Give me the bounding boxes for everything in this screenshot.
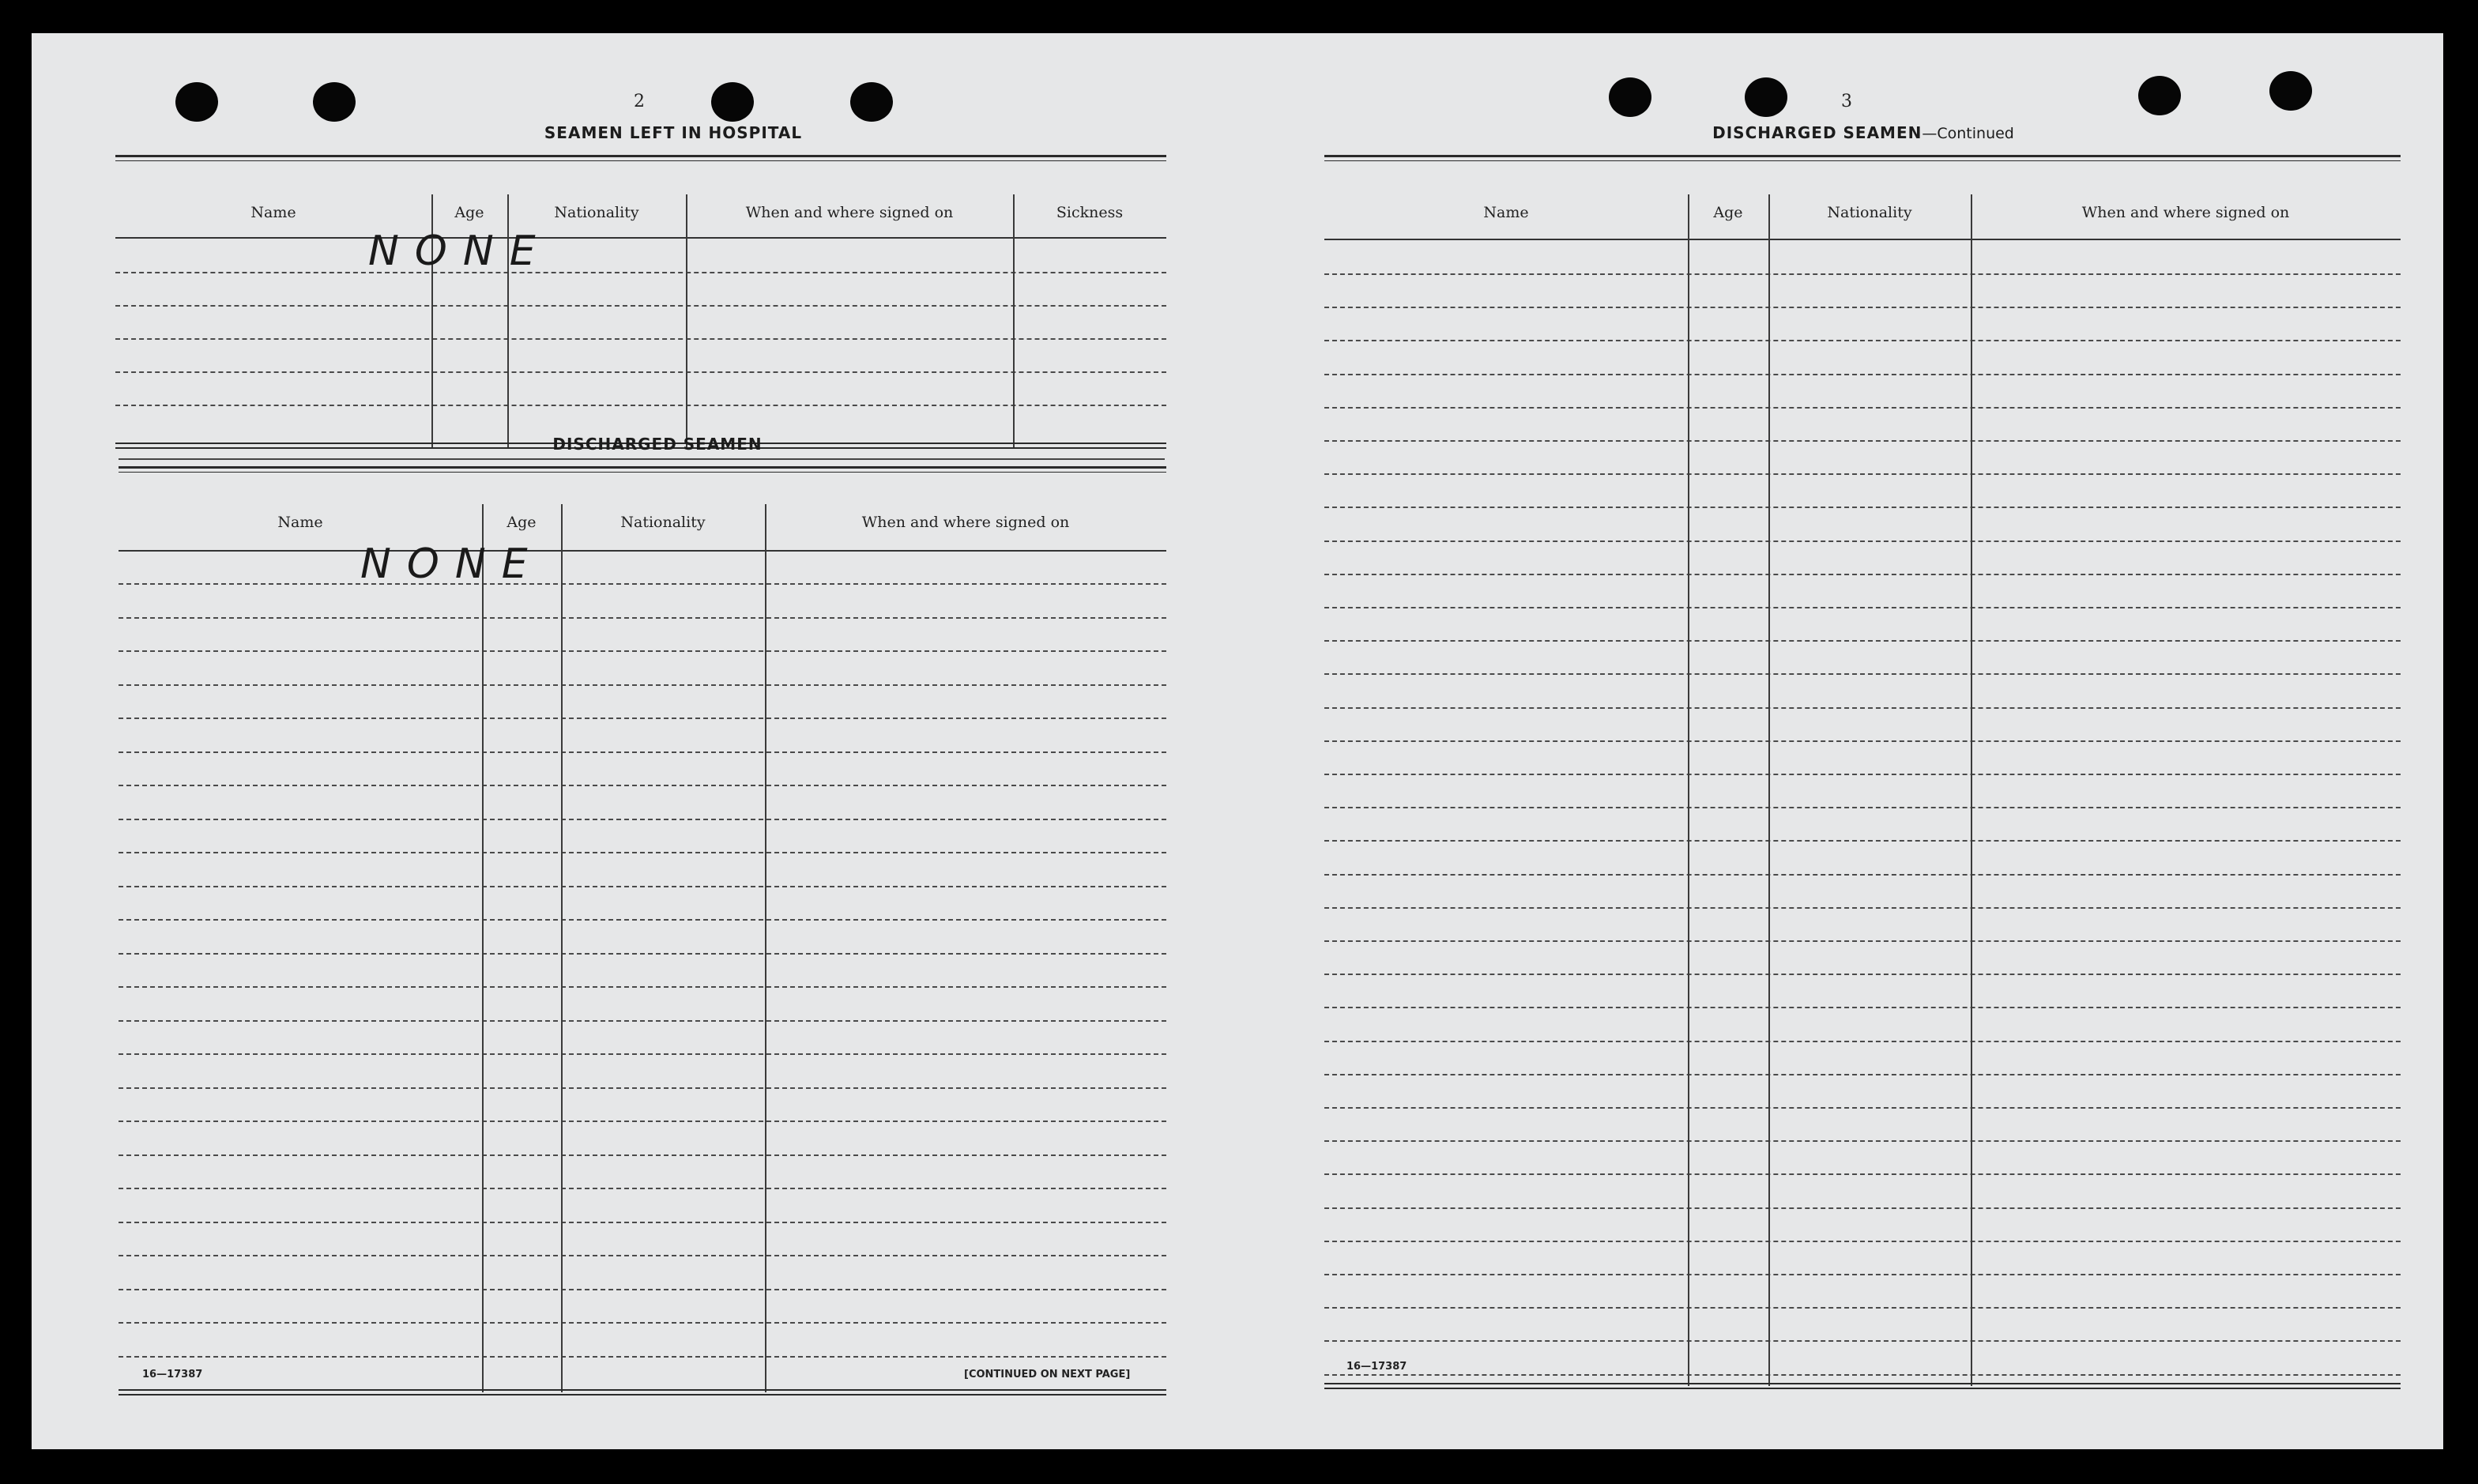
punch-hole [1609, 77, 1651, 117]
col-header-nationality: Nationality [554, 204, 639, 221]
table-row-line [1324, 540, 2401, 542]
table-row-line [1324, 1007, 2401, 1008]
table-row-line [1324, 440, 2401, 442]
table-row-line [1324, 673, 2401, 675]
punch-hole [850, 82, 893, 122]
handwritten-entry-hospital: NONE [368, 228, 552, 275]
table-row-line [1324, 607, 2401, 608]
separator-rule [119, 458, 1165, 460]
punch-hole [175, 82, 218, 122]
table-row-line [119, 886, 1166, 887]
table-row-line [1324, 273, 2401, 275]
col-header-name: Name [250, 204, 296, 221]
table-row-line [119, 1020, 1166, 1022]
table-row-line [1324, 307, 2401, 308]
form-code-left: 16—17387 [142, 1369, 203, 1380]
table-row-line [1324, 1307, 2401, 1309]
table-row-line [119, 1188, 1166, 1189]
table-row-line [119, 919, 1166, 921]
table-row-line [119, 684, 1166, 686]
table-row-line [119, 583, 1166, 585]
col-header-nationality: Nationality [620, 514, 706, 531]
punch-hole [313, 82, 356, 122]
table-row-line [119, 852, 1166, 853]
table-row-line [119, 1087, 1166, 1089]
table-row-line [1324, 1173, 2401, 1175]
table-row-line [119, 1121, 1166, 1122]
page-number-right: 3 [1841, 92, 1853, 111]
col-header-sickness: Sickness [1056, 204, 1124, 221]
table-row-line [1324, 874, 2401, 876]
table-row-line [1324, 407, 2401, 409]
punch-hole [2269, 71, 2312, 111]
table-row-line [1324, 1340, 2401, 1342]
table-row-line [119, 785, 1166, 786]
table-row-line [1324, 1107, 2401, 1109]
table-row-line [1324, 940, 2401, 942]
page-number-left: 2 [634, 92, 646, 111]
table-row-line [1324, 1241, 2401, 1242]
table-row-line [119, 718, 1166, 719]
discharged-continued-title [1547, 123, 2179, 142]
col-header-age: Age [454, 204, 484, 221]
discharged-continued-title-main: DISCHARGED SEAMEN [1712, 123, 1923, 142]
discharged-continued-title-suffix: —Continued [1922, 125, 2014, 142]
document-sheet [32, 33, 2443, 1449]
table-row-line [1324, 574, 2401, 575]
table-row-line [1324, 1374, 2401, 1376]
form-code-right: 16—17387 [1346, 1361, 1407, 1373]
table-row-line [119, 1322, 1166, 1324]
table-row-line [1324, 1074, 2401, 1075]
table-row-line [1324, 1207, 2401, 1209]
table-row-line [1324, 907, 2401, 909]
table-row-line [119, 1154, 1166, 1156]
table-row-line [1324, 774, 2401, 775]
col-header-nationality: Nationality [1827, 204, 1912, 221]
col-header-age: Age [507, 514, 537, 531]
col-header-signed-on: When and where signed on [2081, 204, 2290, 221]
punch-hole [2138, 76, 2181, 115]
table-row-line [1324, 473, 2401, 475]
handwritten-entry-discharged: NONE [360, 540, 544, 588]
table-row-line [1324, 340, 2401, 341]
table-row-line [119, 819, 1166, 820]
punch-hole [711, 82, 754, 122]
table-row-line [119, 751, 1166, 753]
table-row-line [1324, 707, 2401, 709]
table-row-line [119, 1356, 1166, 1358]
table-row-line [1324, 640, 2401, 642]
table-row-line [1324, 1274, 2401, 1275]
hospital-table [115, 155, 1166, 449]
col-header-signed-on: When and where signed on [861, 514, 1070, 531]
continued-note: [CONTINUED ON NEXT PAGE] [964, 1369, 1131, 1380]
col-header-name: Name [277, 514, 323, 531]
table-row-line [1324, 840, 2401, 842]
table-row-line [1324, 374, 2401, 375]
hospital-section-title: SEAMEN LEFT IN HOSPITAL [544, 123, 803, 142]
table-row-line [1324, 974, 2401, 975]
table-row-line [119, 1222, 1166, 1223]
table-row-line [1324, 507, 2401, 508]
col-header-signed-on: When and where signed on [745, 204, 954, 221]
col-header-age: Age [1713, 204, 1743, 221]
punch-hole [1745, 77, 1787, 117]
table-row-line [1324, 807, 2401, 808]
col-header-name: Name [1483, 204, 1529, 221]
table-row-line [119, 953, 1166, 955]
table-row-line [119, 650, 1166, 652]
table-row-line [1324, 1041, 2401, 1042]
table-row-line [1324, 740, 2401, 742]
table-row-line [119, 986, 1166, 988]
discharged-section-title: DISCHARGED SEAMEN [552, 435, 763, 454]
table-row-line [119, 1289, 1166, 1290]
table-row-line [119, 617, 1166, 619]
table-row-line [119, 1053, 1166, 1055]
table-row-line [1324, 1140, 2401, 1142]
table-row-line [119, 1255, 1166, 1256]
discharged-table-left [119, 466, 1166, 1402]
discharged-table-right [1324, 155, 2401, 1389]
